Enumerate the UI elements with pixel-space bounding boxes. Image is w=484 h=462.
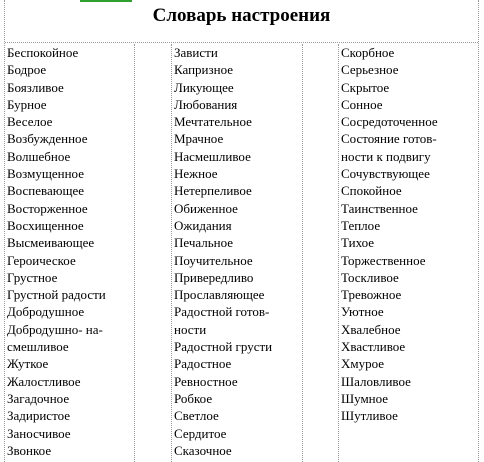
mood-word: Мечтательное xyxy=(174,114,252,130)
mood-word: смешливое xyxy=(7,339,69,355)
mood-word: Возмущенное xyxy=(7,166,84,182)
mood-word: Прославляющее xyxy=(174,287,265,303)
mood-word: Нежное xyxy=(174,166,218,182)
mood-word: Мрачное xyxy=(174,131,224,147)
mood-word: Задиристое xyxy=(7,408,71,424)
mood-word: Привередливо xyxy=(174,269,254,285)
mood-word: Сосредоточенное xyxy=(341,114,438,130)
mood-word: Обиженное xyxy=(174,200,238,216)
word-column-1 xyxy=(5,44,135,462)
mood-word: Хвастливое xyxy=(341,339,406,355)
mood-word: Воспевающее xyxy=(7,183,84,199)
mood-word: Добродушно- на- xyxy=(7,321,103,337)
mood-word: Насмешливое xyxy=(174,148,251,164)
word-column-2 xyxy=(171,44,303,462)
mood-word: Состояние готов- xyxy=(341,131,437,147)
mood-word: Волшебное xyxy=(7,148,71,164)
mood-word: Любования xyxy=(174,96,238,112)
title-divider xyxy=(5,42,478,43)
mood-word: Грустное xyxy=(7,269,58,285)
mood-word: Нетерпеливое xyxy=(174,183,252,199)
word-list-2 xyxy=(172,44,302,459)
mood-word: Зависти xyxy=(174,45,218,60)
mood-word: Жуткое xyxy=(7,356,49,372)
mood-word: ности к подвигу xyxy=(341,148,431,164)
page-title: Словарь настроения xyxy=(152,5,331,26)
mood-word: Сердитое xyxy=(174,425,227,441)
mood-word: Скорбное xyxy=(341,45,395,60)
mood-word: Ликующее xyxy=(174,79,234,95)
mood-word: Жалостливое xyxy=(7,373,81,389)
word-list-3 xyxy=(339,44,478,425)
mood-word: Грустной радости xyxy=(7,287,106,303)
mood-word: Радостной готов- xyxy=(174,304,270,320)
mood-word: Заносчивое xyxy=(7,425,71,441)
mood-word: Печальное xyxy=(174,235,234,251)
mood-word: Радостной грусти xyxy=(174,339,273,355)
mood-word: Скрытое xyxy=(341,79,390,95)
mood-word: Сочувствующее xyxy=(341,166,430,182)
word-list-1 xyxy=(5,44,134,459)
mood-word: Светлое xyxy=(174,408,219,424)
mood-word: Тревожное xyxy=(341,287,402,303)
mood-word: Таинственное xyxy=(341,200,418,216)
mood-word: Хвалебное xyxy=(341,321,401,337)
mood-word: Восхищенное xyxy=(7,217,84,233)
mood-word: Робкое xyxy=(174,390,213,406)
mood-word: Добродушное xyxy=(7,304,85,320)
mood-word: Серьезное xyxy=(341,62,399,78)
mood-word: Звонкое xyxy=(7,442,52,458)
mood-word: Высмеивающее xyxy=(7,235,95,251)
mood-word: Ожидания xyxy=(174,217,232,233)
mood-word: Сказочное xyxy=(174,442,232,458)
mood-word: Возбужденное xyxy=(7,131,88,147)
mood-word: Ревностное xyxy=(174,373,238,389)
mood-word: Капризное xyxy=(174,62,234,78)
mood-word: Веселое xyxy=(7,114,53,130)
mood-word: Шаловливое xyxy=(341,373,411,389)
mood-word: Бодрое xyxy=(7,62,47,78)
mood-word: Торжественное xyxy=(341,252,426,268)
mood-word: Тоскливое xyxy=(341,269,399,285)
mood-word: Хмурое xyxy=(341,356,385,372)
mood-word: Сонное xyxy=(341,96,383,112)
mood-word: Боязливое xyxy=(7,79,64,95)
green-accent-mark xyxy=(80,0,132,2)
mood-word: Радостное xyxy=(174,356,232,372)
mood-word: Поучительное xyxy=(174,252,253,268)
mood-word: Восторженное xyxy=(7,200,88,216)
mood-word: Беспокойное xyxy=(7,45,79,60)
mood-word: Загадочное xyxy=(7,390,70,406)
mood-word: Шумное xyxy=(341,390,389,406)
mood-word: ности xyxy=(174,321,207,337)
mood-word: Шутливое xyxy=(341,408,398,424)
mood-word: Бурное xyxy=(7,96,47,112)
mood-word: Тихое xyxy=(341,235,375,251)
document-page xyxy=(4,0,479,462)
mood-word: Спокойное xyxy=(341,183,402,199)
word-column-3 xyxy=(338,44,478,462)
mood-word: Уютное xyxy=(341,304,384,320)
mood-word: Героическое xyxy=(7,252,76,268)
mood-word: Теплое xyxy=(341,217,381,233)
